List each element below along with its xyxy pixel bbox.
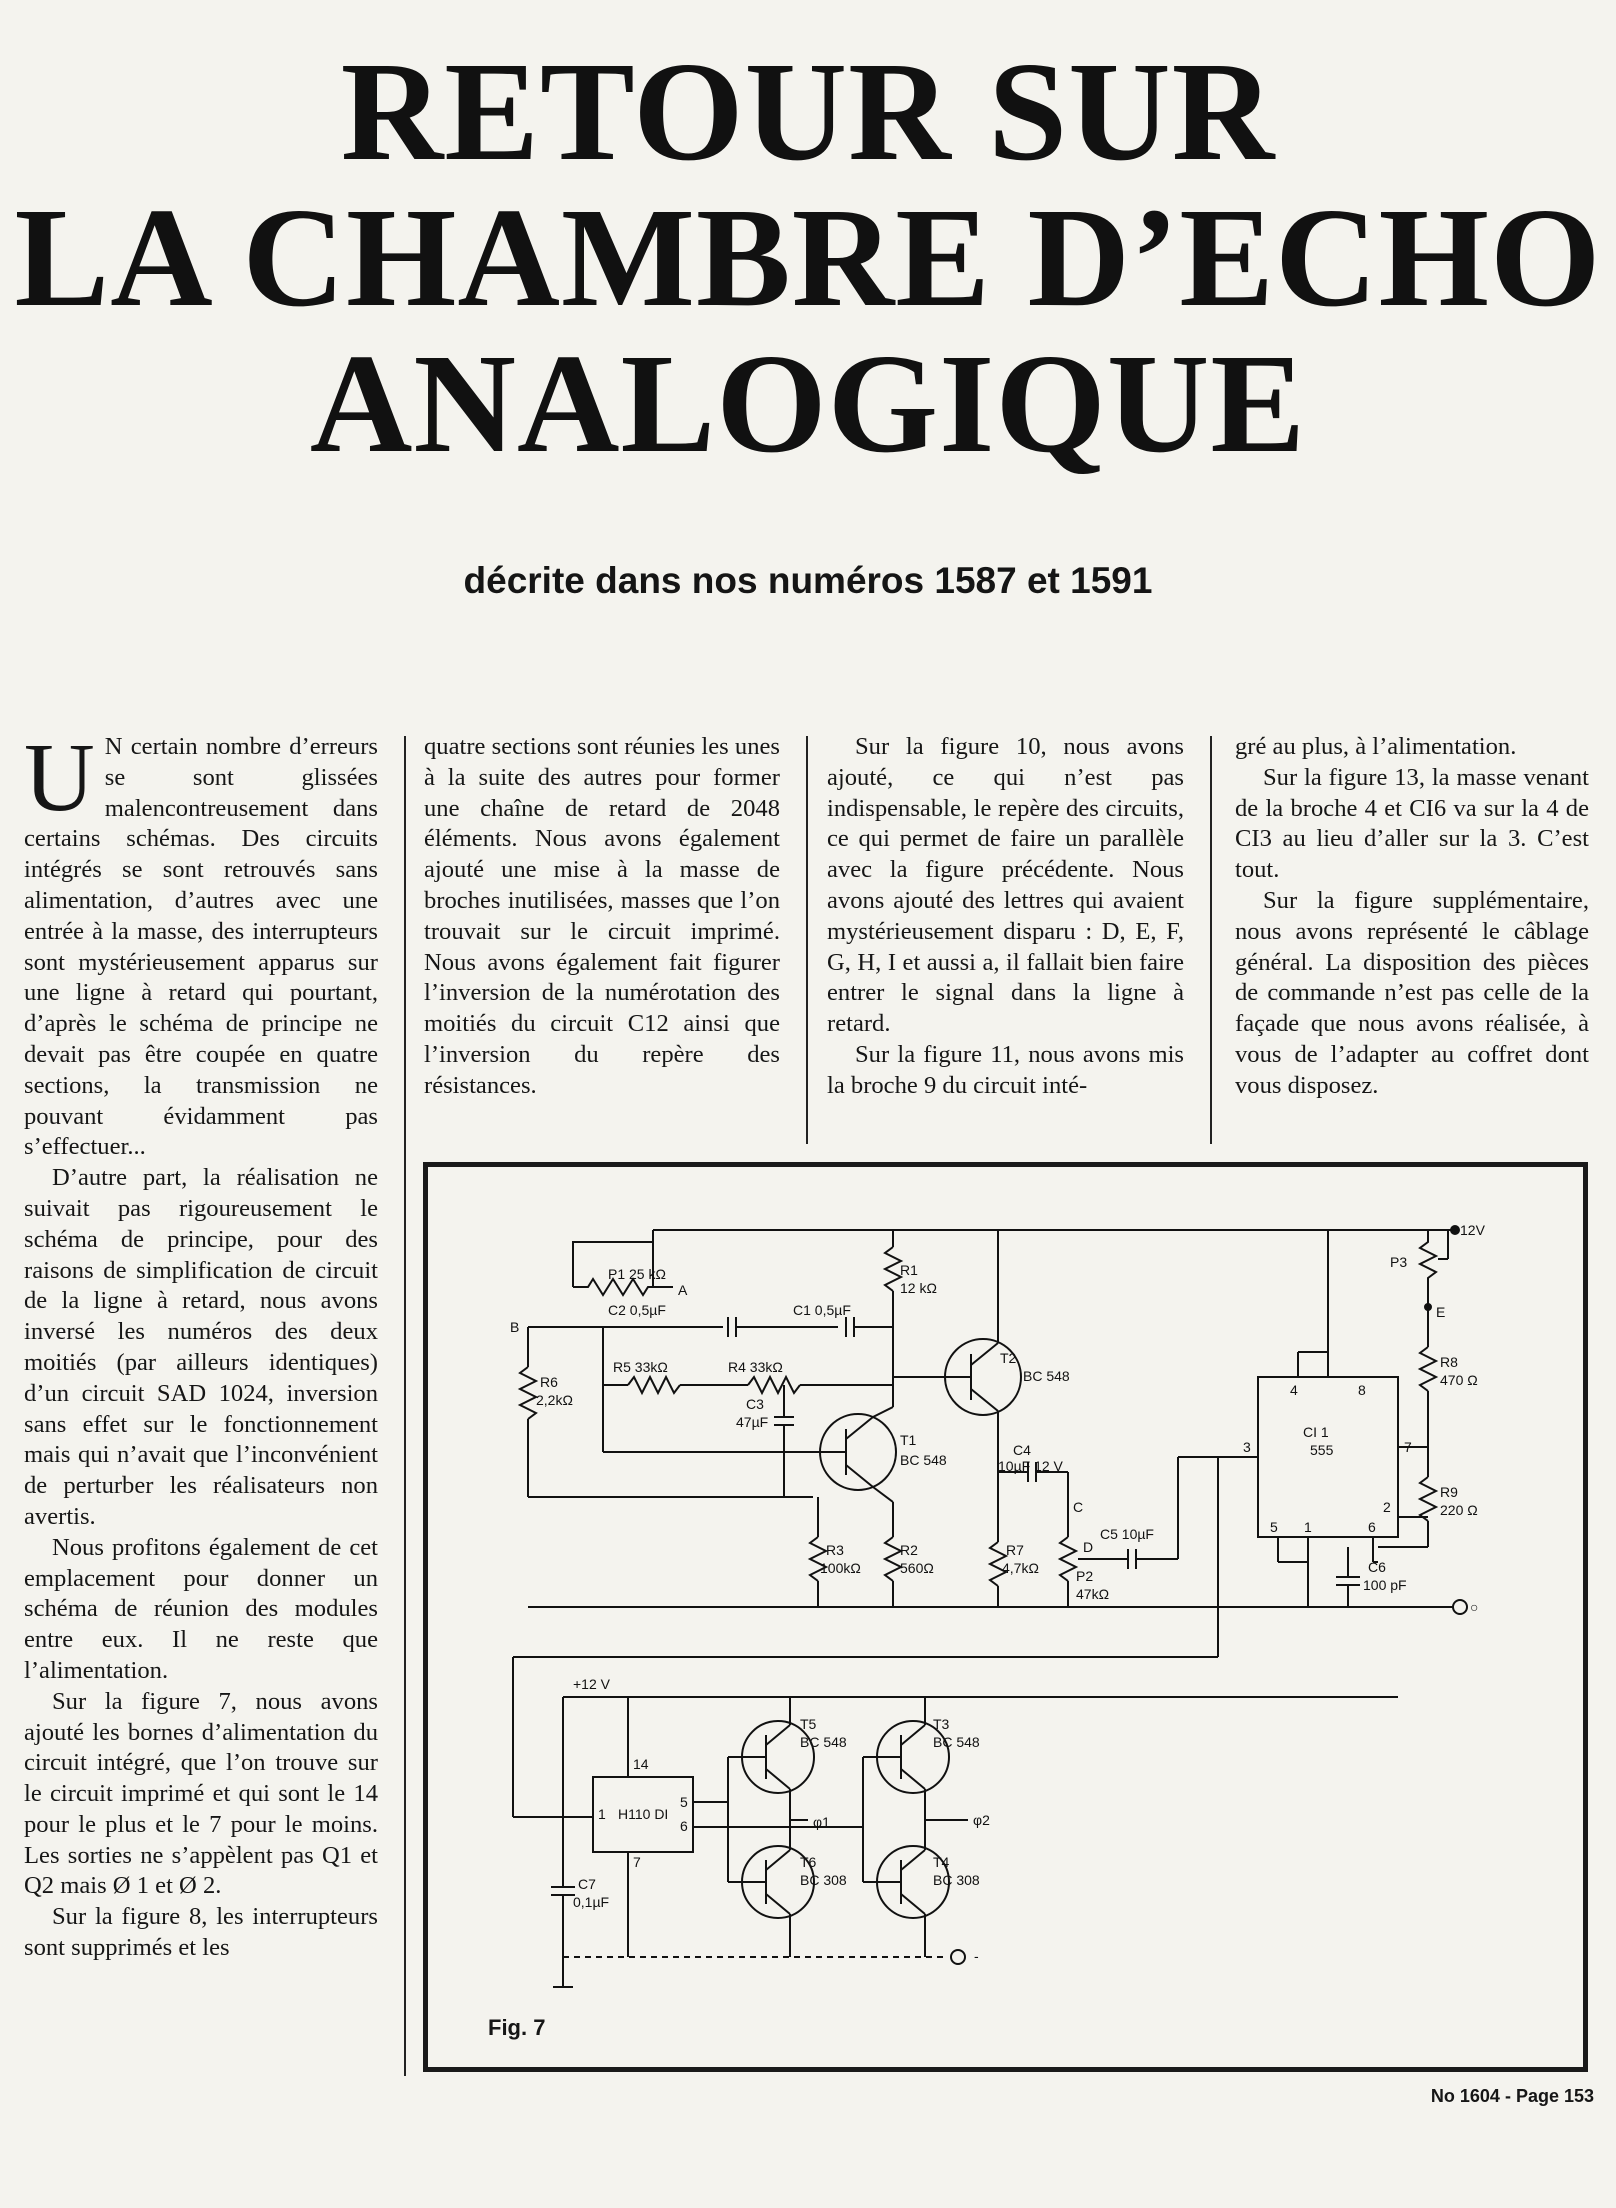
svg-text:5: 5 [680,1794,688,1810]
text-column-1 [24,724,378,1964]
svg-text:BC 548: BC 548 [800,1734,847,1750]
svg-text:○: ○ [1470,1599,1479,1615]
paragraph: U N certain nombre d’erreurs se sont glissées malencontreusement dans certains schémas. Des circuits intégrés se sont retrouvés sans alimentation, d’autres avec une entrée à la masse, des interrupteurs sont mystérieusement apparus sur une ligne à retard qui pourtant, d’après le schéma de principe ne devait pas être coupée en quatre sections, la transmission ne pouvant évidamment pas s’effectuer... [24,724,378,1161]
svg-text:8: 8 [1358,1382,1366,1398]
title-line-2: LA CHAMBRE D’ECHO [14,178,1602,336]
paragraph: D’autre part, la réalisation ne suivait pas rigoureusement le schéma de principe, pour des raisons de simplification de circuit de la ligne à retard, nous avons inversé les numéros des deux moitiés (par ailleurs identiques) d’un circuit SAD 1024, inversion sans effet sur le fonctionnement mais qui n’avait que l’inconvénient de perturber les réalisateurs non avertis. [24,1164,378,1530]
svg-text:CI 1: CI 1 [1303,1424,1329,1440]
svg-text:B: B [510,1319,520,1335]
title-line-3: ANALOGIQUE [309,324,1307,482]
svg-text:47kΩ: 47kΩ [1076,1586,1110,1602]
svg-text:P3: P3 [1390,1254,1408,1270]
text-column-4 [1235,732,1589,1102]
svg-text:φ2: φ2 [973,1812,990,1828]
svg-text:1: 1 [1304,1519,1312,1535]
svg-text:R9: R9 [1440,1484,1458,1500]
svg-text:C7: C7 [578,1876,596,1892]
svg-text:BC 548: BC 548 [933,1734,980,1750]
svg-text:4: 4 [1290,1382,1298,1398]
paragraph: Sur la figure supplémentaire, nous avons représenté le câblage général. La disposition des pièces de commande n’est pas celle de la façade que nous avons réalisée, à vous de l’adapter au coffret dont vous disposez. [1235,886,1589,1099]
svg-text:R1: R1 [900,1262,918,1278]
svg-text:1: 1 [598,1806,606,1822]
svg-text:14: 14 [633,1756,649,1772]
drop-cap: U [24,724,95,832]
svg-text:2,2kΩ: 2,2kΩ [536,1392,573,1408]
column-rule [404,736,406,2076]
svg-text:470 Ω: 470 Ω [1440,1372,1478,1388]
svg-text:6: 6 [680,1818,688,1834]
svg-text:12V: 12V [1460,1222,1485,1238]
svg-text:47µF: 47µF [736,1414,769,1430]
figure-caption: Fig. 7 [488,2015,546,2040]
svg-text:C5 10µF: C5 10µF [1100,1526,1154,1542]
title-line-1: RETOUR SUR [340,32,1276,190]
paragraph: Sur la figure 13, la masse venant de la broche 4 et CI6 va sur la 4 de CI3 au lieu d’aller sur la 3. C’est tout. [1235,763,1589,884]
column-rule [1210,736,1212,1144]
svg-text:5: 5 [1270,1519,1278,1535]
svg-text:4,7kΩ: 4,7kΩ [1002,1560,1039,1576]
article-title [0,32,1616,482]
paragraph: Nous profitons également de cet emplacement pour donner un schéma de réunion des modules entre eux. Il ne reste que l’alimentation. [24,1533,378,1684]
svg-text:E: E [1436,1304,1446,1320]
svg-text:0,1µF: 0,1µF [573,1894,610,1910]
svg-text:D: D [1083,1539,1094,1555]
text-column-2 [424,732,780,1102]
svg-text:560Ω: 560Ω [900,1560,934,1576]
svg-text:2: 2 [1383,1499,1391,1515]
svg-text:T1: T1 [900,1432,917,1448]
svg-text:H110 DI: H110 DI [618,1806,669,1822]
svg-text:T3: T3 [933,1716,950,1732]
svg-text:BC 308: BC 308 [800,1872,847,1888]
svg-text:A: A [678,1282,688,1298]
svg-text:R2: R2 [900,1542,918,1558]
paragraph: Sur la figure 8, les interrupteurs sont supprimés et les [24,1903,378,1962]
paragraph: Sur la figure 7, nous avons ajouté les bornes d’alimentation du circuit intégré, que l’on trouve sur le circuit imprimé et qui sont le 14 pour le plus et le 7 pour le moins. Les sorties ne s’appèlent pas Q1 et Q2 mais Ø 1 et Ø 2. [24,1687,378,1900]
svg-text:100kΩ: 100kΩ [820,1560,861,1576]
svg-text:R4 33kΩ: R4 33kΩ [728,1359,783,1375]
page-footer: No 1604 - Page 153 [1430,2086,1594,2106]
svg-text:C6: C6 [1368,1559,1386,1575]
column-rule [806,736,808,1144]
svg-text:6: 6 [1368,1519,1376,1535]
paragraph: quatre sections sont réunies les unes à la suite des autres pour former une chaîne de retard de 2048 éléments. Nous avons également ajouté une mise à la masse de broches inutilisées, masses que l’on trouvait sur le circuit imprimé. Nous avons également fait figurer l’inversion de la numérotation des moitiés du circuit C12 ainsi que l’inversion du repère des résistances. [424,733,780,1099]
article-subtitle: décrite dans nos numéros 1587 et 1591 [463,560,1153,601]
svg-text:R3: R3 [826,1542,844,1558]
svg-text:BC 548: BC 548 [900,1452,947,1468]
svg-text:3: 3 [1243,1439,1251,1455]
svg-text:C2 0,5µF: C2 0,5µF [608,1302,666,1318]
svg-text:12 kΩ: 12 kΩ [900,1280,937,1296]
svg-text:T6: T6 [800,1854,817,1870]
svg-text:P2: P2 [1076,1568,1094,1584]
svg-text:R8: R8 [1440,1354,1458,1370]
svg-text:C4: C4 [1013,1442,1031,1458]
svg-text:10µF 12 V: 10µF 12 V [998,1458,1063,1474]
circuit-labels [428,1167,1583,2067]
paragraph: Sur la figure 10, nous avons ajouté, ce qui n’est pas indispensable, le repère des circuits, ce qui permet de faire un parallèle avec la figure précédente. Nous avons ajouté des lettres qui avaient mystérieusement disparu : D, E, F, G, H, I et aussi a, il fallait bien faire entrer le signal dans la ligne à retard. [827,733,1184,1038]
svg-text:BC 308: BC 308 [933,1872,980,1888]
text-column-3 [827,732,1184,1102]
svg-text:P1 25 kΩ: P1 25 kΩ [608,1266,666,1282]
svg-text:R6: R6 [540,1374,558,1390]
svg-text:BC 548: BC 548 [1023,1368,1070,1384]
svg-text:C: C [1073,1499,1084,1515]
svg-text:7: 7 [633,1854,641,1870]
paragraph: gré au plus, à l’alimentation. [1235,733,1517,760]
svg-text:555: 555 [1310,1442,1334,1458]
svg-text:+12 V: +12 V [573,1676,610,1692]
svg-text:C1 0,5µF: C1 0,5µF [793,1302,851,1318]
svg-text:T4: T4 [933,1854,950,1870]
paragraph: Sur la figure 11, nous avons mis la broche 9 du circuit inté- [827,1040,1184,1099]
svg-text:7: 7 [1404,1439,1412,1455]
figure-7-schematic [423,1162,1588,2072]
svg-text:100 pF: 100 pF [1363,1577,1407,1593]
svg-text:T2: T2 [1000,1350,1017,1366]
svg-text:R5 33kΩ: R5 33kΩ [613,1359,668,1375]
svg-text:R7: R7 [1006,1542,1024,1558]
svg-text:C3: C3 [746,1396,764,1412]
svg-text:-: - [974,1948,979,1964]
svg-text:T5: T5 [800,1716,817,1732]
svg-text:φ1: φ1 [813,1814,830,1830]
svg-text:220 Ω: 220 Ω [1440,1502,1478,1518]
